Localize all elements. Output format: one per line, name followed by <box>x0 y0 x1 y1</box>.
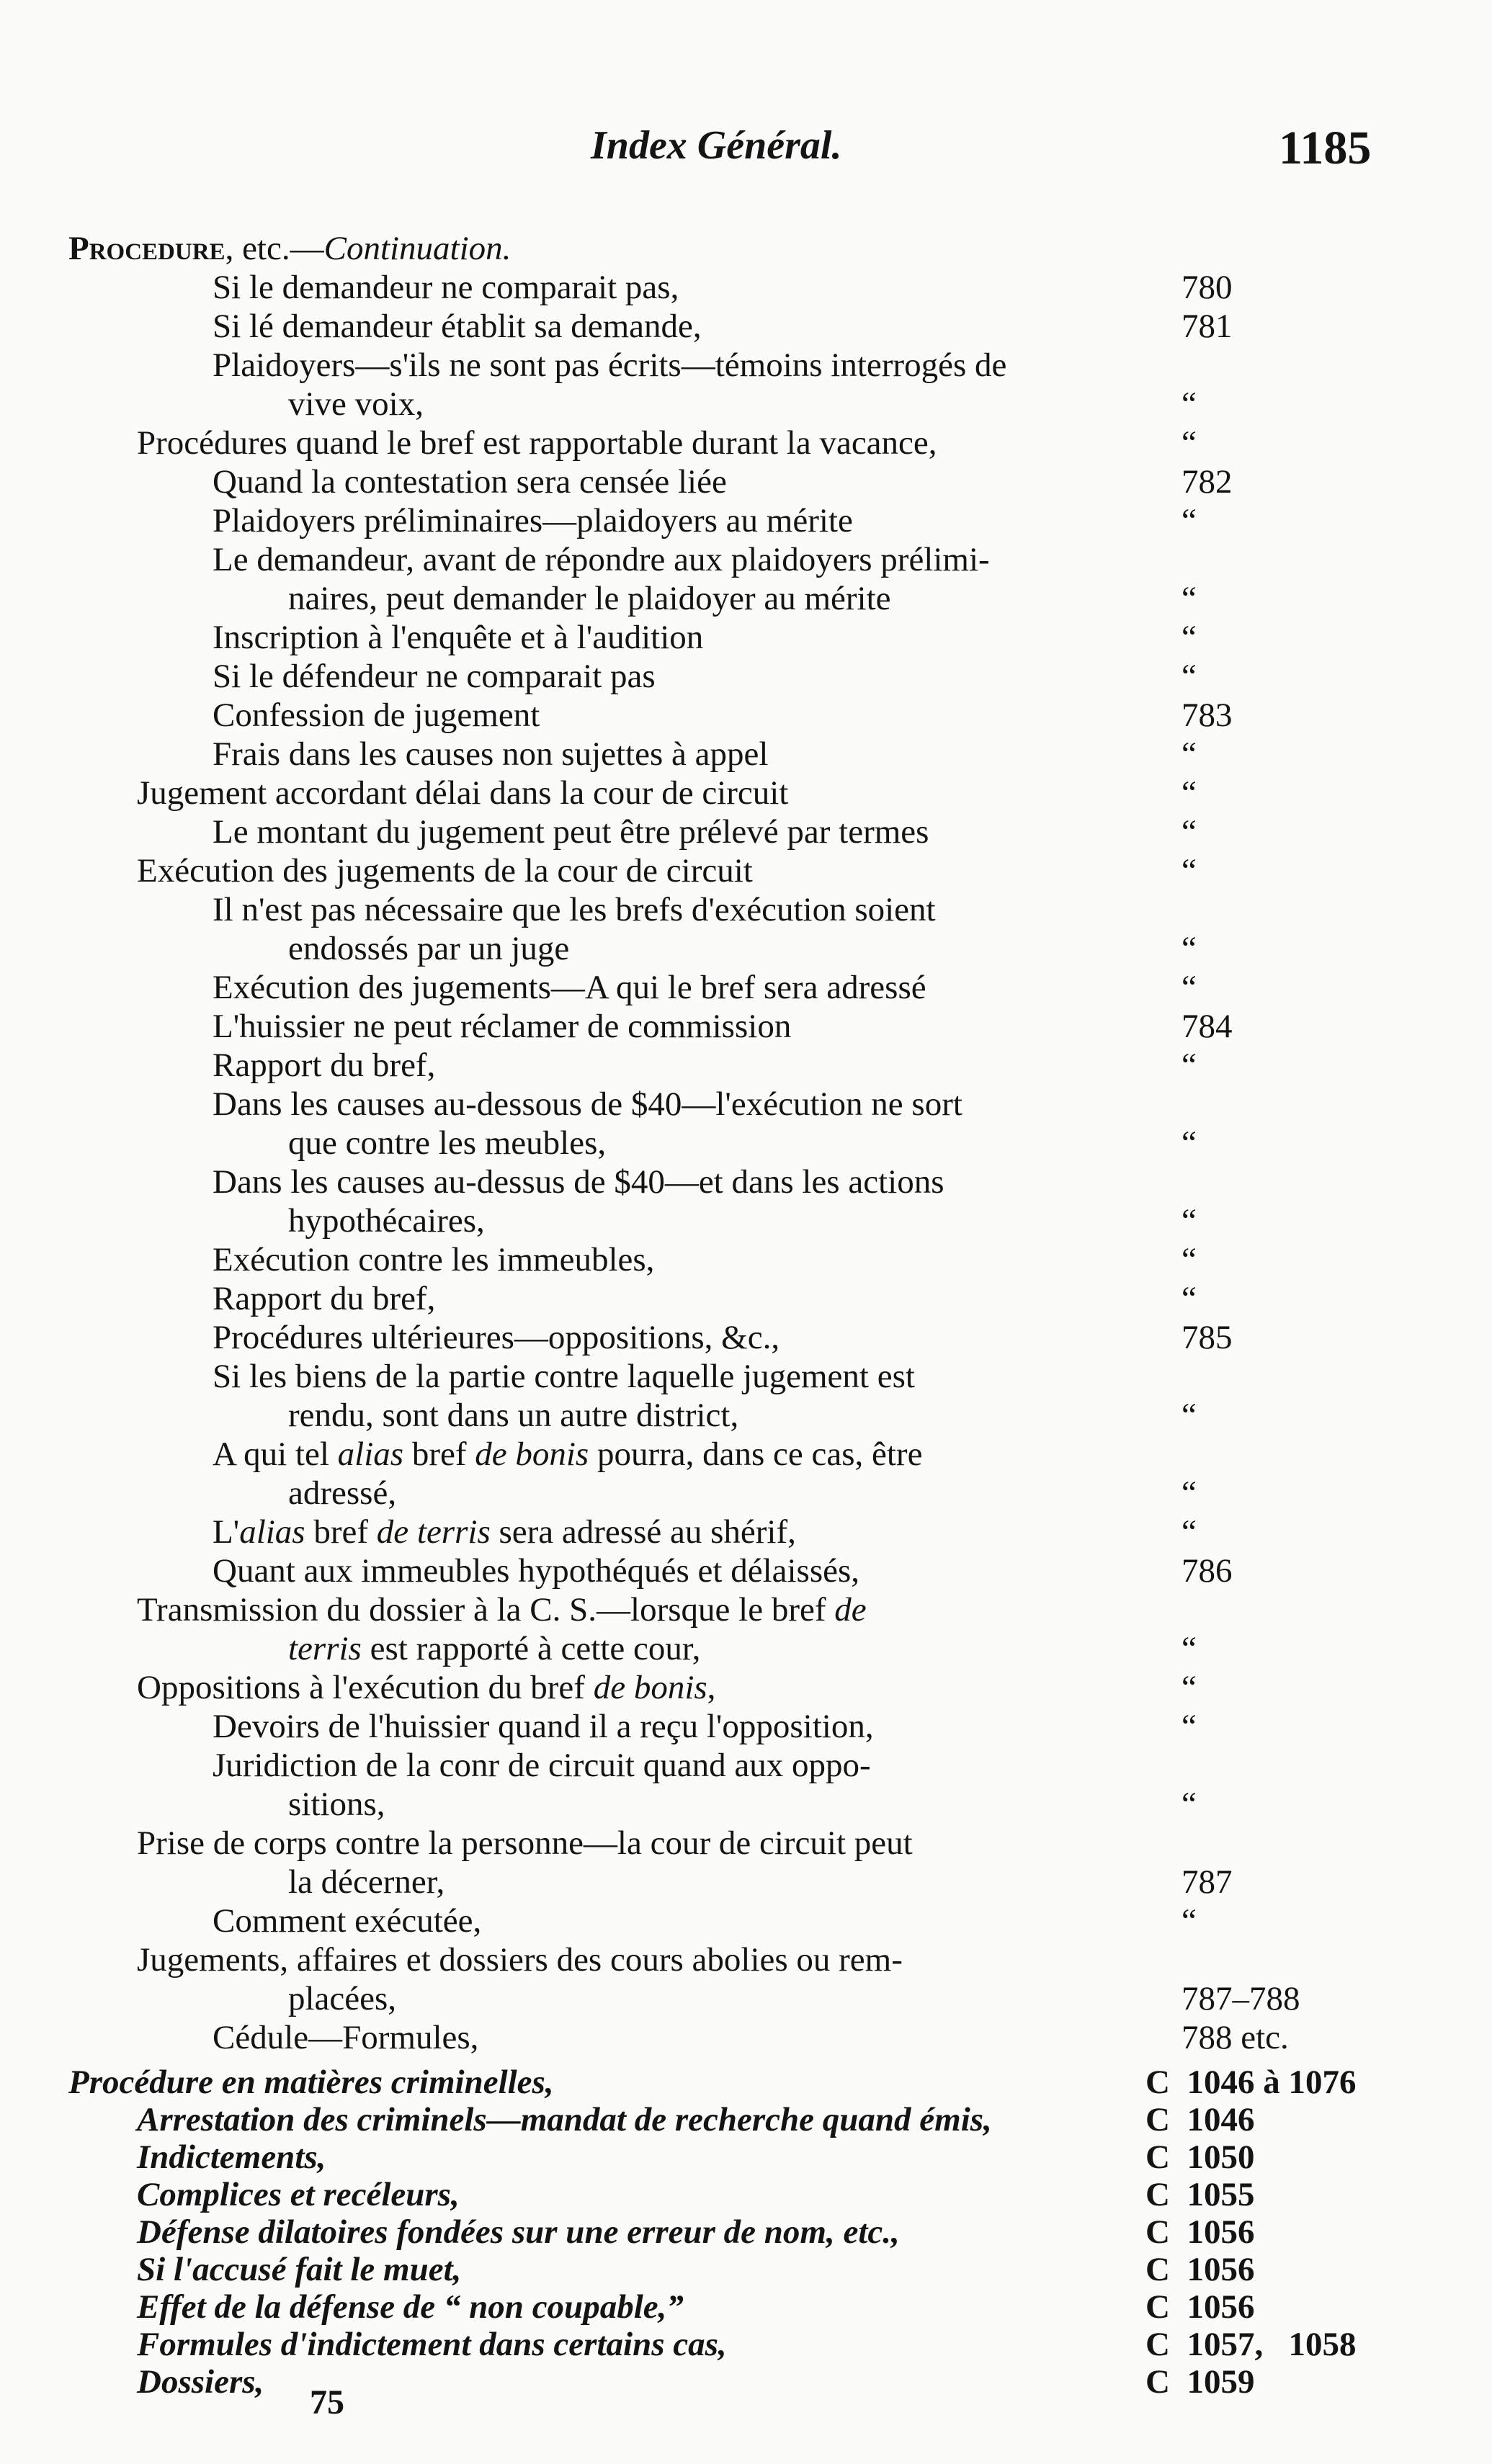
index-entry <box>0 1240 1492 1279</box>
entry-page-ref: “ <box>1181 1630 1197 1667</box>
criminal-entry-ref: C 1056 <box>1145 2288 1255 2326</box>
entry-page-ref: “ <box>1181 1280 1197 1317</box>
entry-page-ref: 782 <box>1181 463 1233 501</box>
criminal-entry <box>0 2362 1492 2401</box>
entry-page-ref: “ <box>1181 813 1197 851</box>
index-entry <box>0 1279 1492 1318</box>
entry-text: Jugement accordant délai dans la cour de circuit <box>137 774 789 812</box>
index-entry <box>0 696 1492 735</box>
entry-text: Exécution des jugements de la cour de circuit <box>137 852 753 890</box>
entry-text: Juridiction de la conr de circuit quand aux oppo- <box>213 1747 871 1784</box>
index-entry <box>0 1046 1492 1085</box>
index-entry <box>0 1201 1492 1240</box>
criminal-entry <box>0 2063 1492 2102</box>
entry-text: A qui tel alias bref de bonis pourra, dans ce cas, être <box>213 1435 923 1473</box>
entry-page-ref: “ <box>1181 1202 1197 1240</box>
index-entry <box>0 968 1492 1007</box>
index-entry <box>0 1824 1492 1863</box>
entry-text: Quand la contestation sera censée liée <box>213 463 727 501</box>
index-entry <box>0 1940 1492 1979</box>
index-entry <box>0 1474 1492 1513</box>
criminal-entry-ref: C 1046 à 1076 <box>1145 2064 1357 2101</box>
entry-text: Exécution des jugements—A qui le bref sera adressé <box>213 969 926 1006</box>
heading-main: Procedure <box>68 230 225 267</box>
entry-text: Frais dans les causes non sujettes à appel <box>213 735 769 773</box>
entry-text: Jugements, affaires et dossiers des cours abolies ou rem- <box>137 1941 903 1979</box>
entry-text: Dans les causes au-dessus de $40—et dans les actions <box>213 1163 944 1201</box>
entry-text: Le demandeur, avant de répondre aux plaidoyers prélimi- <box>213 541 990 578</box>
entry-page-ref: “ <box>1181 1397 1197 1434</box>
entry-page-ref: “ <box>1181 1669 1197 1706</box>
criminal-entry <box>0 2250 1492 2289</box>
entry-page-ref: “ <box>1181 1124 1197 1162</box>
entry-page-ref: “ <box>1181 1786 1197 1823</box>
entry-page-ref: “ <box>1181 502 1197 539</box>
entry-text: Inscription à l'enquête et à l'audition <box>213 619 704 656</box>
entry-page-ref: “ <box>1181 580 1197 617</box>
index-entry <box>0 2018 1492 2057</box>
criminal-entry-ref: C 1050 <box>1145 2138 1255 2176</box>
entry-text: Exécution contre les immeubles, <box>213 1241 655 1278</box>
index-entry <box>0 1746 1492 1785</box>
entry-text: Procédures ultérieures—oppositions, &c., <box>213 1319 780 1356</box>
entry-text: Si lé demandeur établit sa demande, <box>213 308 702 345</box>
criminal-entry-text: Formules d'indictement dans certains cas, <box>137 2326 727 2363</box>
criminal-entry <box>0 2100 1492 2139</box>
entry-page-ref: 787 <box>1181 1863 1233 1901</box>
entry-text: terris est rapporté à cette cour, <box>288 1630 701 1667</box>
index-entry <box>0 346 1492 385</box>
entry-page-ref: “ <box>1181 774 1197 812</box>
index-entry <box>0 657 1492 696</box>
entry-text: Plaidoyers—s'ils ne sont pas écrits—témoins interrogés de <box>213 346 1007 384</box>
criminal-entry-ref: C 1055 <box>1145 2176 1255 2213</box>
entry-text: la décerner, <box>288 1863 445 1901</box>
entry-text: Devoirs de l'huissier quand il a reçu l'opposition, <box>213 1708 874 1745</box>
index-entry <box>0 1162 1492 1201</box>
index-entry <box>0 1863 1492 1901</box>
entry-page-ref: 785 <box>1181 1319 1233 1356</box>
footer-signature: 75 <box>310 2383 344 2422</box>
entry-page-ref: “ <box>1181 852 1197 890</box>
criminal-entry-text: Procédure en matières criminelles, <box>68 2064 554 2101</box>
entry-text: endossés par un juge <box>288 930 570 967</box>
criminal-entry <box>0 2213 1492 2252</box>
index-entry <box>0 929 1492 968</box>
index-entry <box>0 774 1492 812</box>
entry-text: Rapport du bref, <box>213 1047 436 1084</box>
index-entry <box>0 540 1492 579</box>
entry-page-ref: “ <box>1181 619 1197 656</box>
index-entry <box>0 851 1492 890</box>
index-entry <box>0 307 1492 346</box>
entry-text: Plaidoyers préliminaires—plaidoyers au mérite <box>213 502 853 539</box>
criminal-entry-ref: C 1056 <box>1145 2251 1255 2288</box>
criminal-entry-text: Indictements, <box>137 2138 326 2176</box>
entry-text: Cédule—Formules, <box>213 2019 479 2056</box>
entry-page-ref: “ <box>1181 385 1197 423</box>
entry-page-ref: 780 <box>1181 269 1233 306</box>
running-header-title: Index Général. <box>591 123 842 168</box>
entry-text: que contre les meubles, <box>288 1124 607 1162</box>
entry-page-ref: 786 <box>1181 1552 1233 1590</box>
entry-page-ref: “ <box>1181 1047 1197 1084</box>
entry-text: Transmission du dossier à la C. S.—lorsque le bref de <box>137 1591 867 1629</box>
index-entry <box>0 1590 1492 1629</box>
index-entry <box>0 385 1492 424</box>
entry-page-ref: 784 <box>1181 1008 1233 1045</box>
page-number: 1185 <box>1279 122 1372 174</box>
index-entry <box>0 735 1492 774</box>
criminal-entry-ref: C 1059 <box>1145 2363 1255 2401</box>
criminal-entry-text: Défense dilatoires fondées sur une erreur de nom, etc., <box>137 2213 900 2251</box>
entry-page-ref: “ <box>1181 735 1197 773</box>
entry-page-ref: 787–788 <box>1181 1980 1300 2017</box>
index-entry <box>0 1318 1492 1357</box>
entry-text: naires, peut demander le plaidoyer au mérite <box>288 580 891 617</box>
index-entry <box>0 1124 1492 1162</box>
criminal-entry-text: Si l'accusé fait le muet, <box>137 2251 462 2288</box>
index-entry <box>0 268 1492 307</box>
entry-text: Si le défendeur ne comparait pas <box>213 658 656 695</box>
heading-rest: , etc.— <box>225 230 324 267</box>
index-entry <box>0 1551 1492 1590</box>
index-entry <box>0 424 1492 462</box>
index-entry <box>0 1707 1492 1746</box>
entry-text: L'huissier ne peut réclamer de commission <box>213 1008 792 1045</box>
index-entry <box>0 1513 1492 1551</box>
index-entry <box>0 1435 1492 1474</box>
entry-text: placées, <box>288 1980 397 2017</box>
entry-text: Oppositions à l'exécution du bref de bonis, <box>137 1669 716 1706</box>
entry-text: vive voix, <box>288 385 424 423</box>
heading-continuation: Continuation. <box>323 230 512 267</box>
criminal-entry-ref: C 1057, 1058 <box>1145 2326 1357 2363</box>
index-entry <box>0 1979 1492 2018</box>
entry-page-ref: 783 <box>1181 696 1233 734</box>
index-entry <box>0 1007 1492 1046</box>
entry-text: Si le demandeur ne comparait pas, <box>213 269 679 306</box>
entry-text: Confession de jugement <box>213 696 540 734</box>
index-entry-heading <box>0 229 1492 268</box>
criminal-entry-text: Dossiers, <box>137 2363 264 2401</box>
index-entry <box>0 579 1492 618</box>
criminal-entry-text: Complices et recéleurs, <box>137 2176 460 2213</box>
entry-page-ref: “ <box>1181 969 1197 1006</box>
index-entry <box>0 1785 1492 1824</box>
index-entry <box>0 501 1492 540</box>
entry-text: Quant aux immeubles hypothéqués et délaissés, <box>213 1552 860 1590</box>
entry-page-ref: “ <box>1181 1902 1197 1940</box>
criminal-entry <box>0 2138 1492 2177</box>
entry-page-ref: “ <box>1181 1513 1197 1551</box>
criminal-entry-text: Arrestation des criminels—mandat de recherche quand émis, <box>137 2101 992 2138</box>
entry-text: rendu, sont dans un autre district, <box>288 1397 739 1434</box>
index-entry <box>0 1396 1492 1435</box>
index-entry <box>0 1085 1492 1124</box>
entry-text: Rapport du bref, <box>213 1280 436 1317</box>
index-entry <box>0 1357 1492 1396</box>
criminal-entry <box>0 2175 1492 2214</box>
entry-text: L'alias bref de terris sera adressé au shérif, <box>213 1513 796 1551</box>
entry-text: Le montant du jugement peut être prélevé par termes <box>213 813 929 851</box>
entry-text: Si les biens de la partie contre laquelle jugement est <box>213 1358 915 1395</box>
criminal-entry-ref: C 1046 <box>1145 2101 1255 2138</box>
index-entry <box>0 1668 1492 1707</box>
entry-text: Prise de corps contre la personne—la cour de circuit peut <box>137 1824 913 1862</box>
index-entry <box>0 1901 1492 1940</box>
index-entry <box>0 812 1492 851</box>
entry-page-ref: “ <box>1181 424 1197 462</box>
entry-page-ref: “ <box>1181 930 1197 967</box>
entry-text: Il n'est pas nécessaire que les brefs d'exécution soient <box>213 891 936 928</box>
entry-text: Procédures quand le bref est rapportable durant la vacance, <box>137 424 937 462</box>
index-entry <box>0 890 1492 929</box>
index-entry <box>0 618 1492 657</box>
entry-page-ref: “ <box>1181 1474 1197 1512</box>
entry-page-ref: “ <box>1181 658 1197 695</box>
entry-text: hypothécaires, <box>288 1202 485 1240</box>
entry-text: sitions, <box>288 1786 385 1823</box>
entry-page-ref: “ <box>1181 1708 1197 1745</box>
criminal-entry <box>0 2325 1492 2364</box>
entry-text: Dans les causes au-dessous de $40—l'exécution ne sort <box>213 1085 962 1123</box>
criminal-entry-ref: C 1056 <box>1145 2213 1255 2251</box>
criminal-entry-text: Effet de la défense de “ non coupable,” <box>137 2288 684 2326</box>
index-entry <box>0 1629 1492 1668</box>
entry-text: adressé, <box>288 1474 397 1512</box>
index-entry <box>0 462 1492 501</box>
criminal-entry <box>0 2288 1492 2326</box>
entry-page-ref: 781 <box>1181 308 1233 345</box>
entry-text: Comment exécutée, <box>213 1902 482 1940</box>
entry-page-ref: 788 etc. <box>1181 2019 1289 2056</box>
entry-page-ref: “ <box>1181 1241 1197 1278</box>
